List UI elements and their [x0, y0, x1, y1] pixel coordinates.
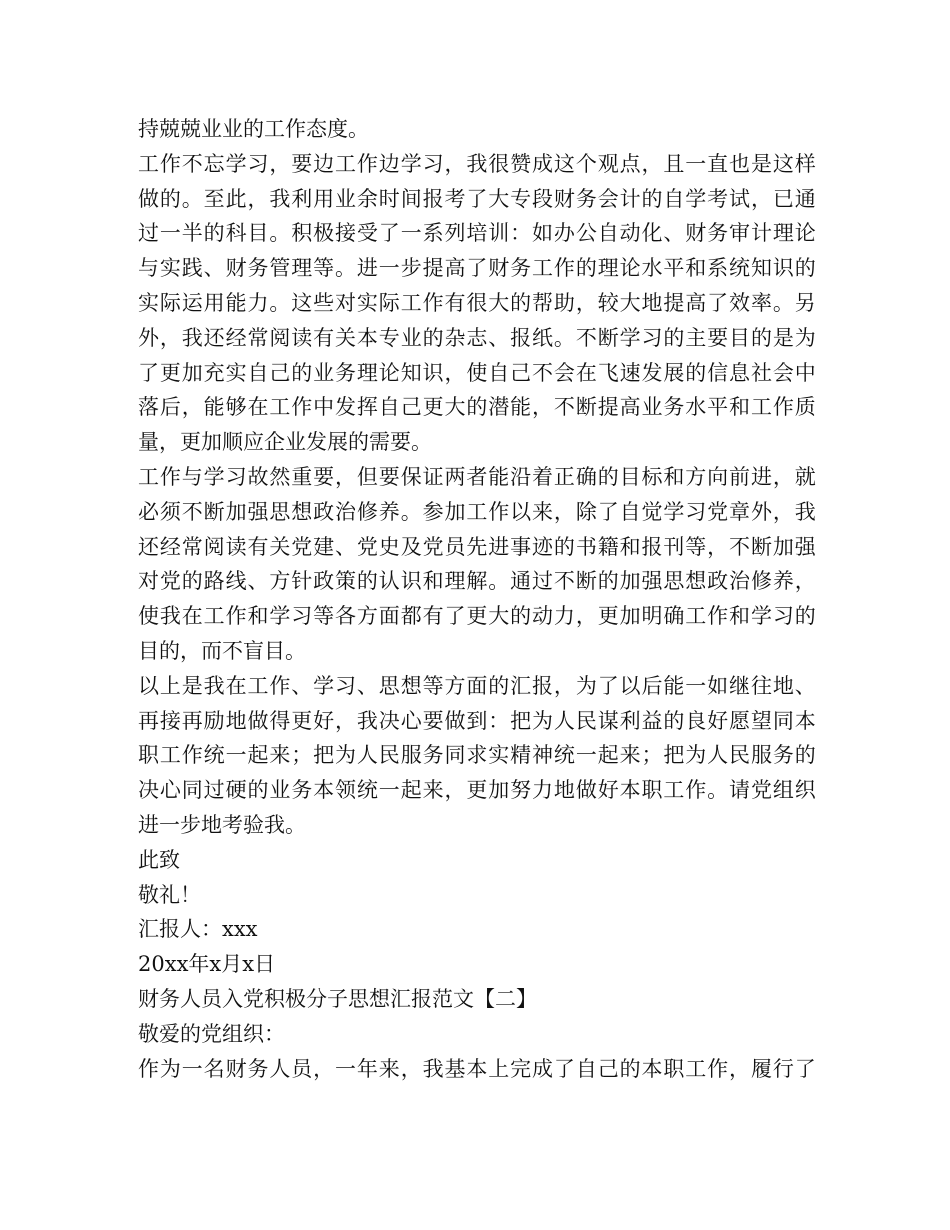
text-line: 20xx年x月x日 — [138, 952, 276, 977]
text-line: 目的，而不盲目。 — [138, 638, 306, 663]
text-line: 决 心 同 过 硬 的 业 务 本 领 统 一 起 来 ， 更 加 努 力 地 做 好 本 职 工 作 。 请 党 组 织 — [138, 778, 816, 803]
text-line: 还 经 常 阅 读 有 关 党 建 、 党 史 及 党 员 先 进 事 迹 的 书 籍 和 报 刊 等 ， 不 断 加 强 — [138, 534, 816, 559]
document-body — [138, 112, 816, 1086]
text-line: 落 后 ， 能 够 在 工 作 中 发 挥 自 己 更 大 的 潜 能 ， 不 断 提 高 业 务 水 平 和 工 作 质 — [138, 395, 816, 420]
text-line: 外 ， 我 还 经 常 阅 读 有 关 本 专 业 的 杂 志 、 报 纸 。 不 断 学 习 的 主 要 目 的 是 为 — [138, 325, 816, 350]
text-line: 进一步地考验我。 — [138, 812, 306, 837]
text-line: 持兢兢业业的工作态度。 — [138, 117, 369, 141]
text-line: 实 际 运 用 能 力 。 这 些 对 实 际 工 作 有 很 大 的 帮 助 ， 较 大 地 提 高 了 效 率 。 另 — [138, 290, 816, 315]
text-line: 再 接 再 励 地 做 得 更 好 ， 我 决 心 要 做 到 ： 把 为 人 民 谋 利 益 的 良 好 愿 望 同 本 — [138, 708, 816, 733]
text-line: 敬爱的党组织： — [138, 1021, 285, 1046]
text-line: 做 的 。 至 此 ， 我 利 用 业 余 时 间 报 考 了 大 专 段 财 务 会 计 的 自 学 考 试 ， 已 通 — [138, 186, 816, 211]
text-line: 了 更 加 充 实 自 己 的 业 务 理 论 知 识 ， 使 自 己 不 会 在 飞 速 发 展 的 信 息 社 会 中 — [138, 360, 816, 385]
text-line: 量，更加顺应企业发展的需要。 — [138, 430, 432, 455]
text-line: 敬礼！ — [138, 882, 201, 907]
text-line: 工 作 与 学 习 故 然 重 要 ， 但 要 保 证 两 者 能 沿 着 正 确 的 目 标 和 方 向 前 进 ， 就 — [138, 464, 816, 489]
text-line: 以 上 是 我 在 工 作 、 学 习 、 思 想 等 方 面 的 汇 报 ， 为 了 以 后 能 一 如 继 往 地 、 — [138, 673, 816, 698]
text-line: 职 工 作 统 一 起 来 ； 把 为 人 民 服 务 同 求 实 精 神 统 一 起 来 ； 把 为 人 民 服 务 的 — [138, 743, 816, 768]
text-line: 作 为 一 名 财 务 人 员 ， 一 年 来 ， 我 基 本 上 完 成 了 自 己 的 本 职 工 作 ， 履 行 了 — [138, 1056, 816, 1081]
text-line: 使 我 在 工 作 和 学 习 等 各 方 面 都 有 了 更 大 的 动 力 ， 更 加 明 确 工 作 和 学 习 的 — [138, 604, 816, 629]
text-line: 财务人员入党积极分子思想汇报范文【二】 — [138, 986, 537, 1011]
text-line: 工 作 不 忘 学 习 ， 要 边 工 作 边 学 习 ， 我 很 赞 成 这 个 观 点 ， 且 一 直 也 是 这 样 — [138, 151, 816, 176]
text-line: 此致 — [138, 847, 180, 872]
text-line: 过 一 半 的 科 目 。 积 极 接 受 了 一 系 列 培 训 ： 如 办 公 自 动 化 、 财 务 审 计 理 论 — [138, 221, 816, 246]
text-line: 与 实 践 、 财 务 管 理 等 。 进 一 步 提 高 了 财 务 工 作 的 理 论 水 平 和 系 统 知 识 的 — [138, 256, 816, 281]
text-line: 必 须 不 断 加 强 思 想 政 治 修 养 。 参 加 工 作 以 来 ， 除 了 自 觉 学 习 党 章 外 ， 我 — [138, 499, 816, 524]
text-line: 汇报人：xxx — [138, 917, 258, 942]
text-line: 对 党 的 路 线 、 方 针 政 策 的 认 识 和 理 解 。 通 过 不 断 的 加 强 思 想 政 治 修 养 ， — [138, 569, 816, 594]
